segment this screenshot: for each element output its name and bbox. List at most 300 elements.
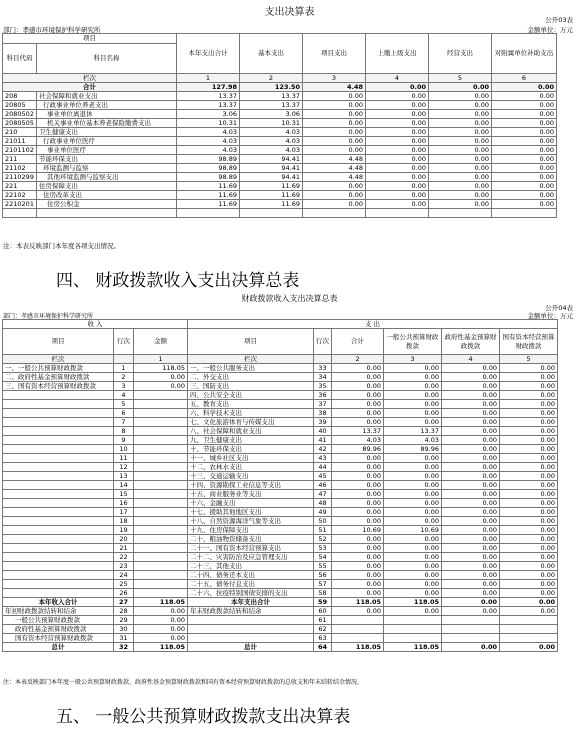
income-item-cell — [3, 508, 114, 517]
expense-line-cell: 42 — [314, 445, 332, 454]
amount-cell: 0.00 — [492, 155, 557, 164]
income-line-cell: 29 — [114, 616, 134, 625]
expense-amount-cell: 0.00 — [442, 508, 500, 517]
income-item-cell: 年初财政拨款结转和结余 — [3, 607, 114, 616]
income-item-cell — [3, 571, 114, 580]
expense-amount-cell: 0.00 — [442, 526, 500, 535]
subject-code-cell: 22102 — [3, 191, 37, 200]
expense-line-cell: 47 — [314, 490, 332, 499]
income-amount-cell — [134, 409, 188, 418]
amount-cell: 0.00 — [429, 200, 492, 209]
table-row — [3, 128, 557, 137]
amount-cell: 0.00 — [492, 119, 557, 128]
subject-code-cell: 2210201 — [3, 200, 37, 209]
amount-cell: 11.69 — [240, 191, 303, 200]
t2-colnum: 2 — [332, 355, 384, 364]
subject-name-cell: 环境监测与监察 — [37, 164, 177, 173]
t2-dept: 部门：孝感市环境保护科学研究所 — [3, 313, 94, 320]
income-line-cell: 5 — [114, 400, 134, 409]
t1-total-cell: 0.00 — [429, 83, 492, 92]
expense-amount-cell: 0.00 — [500, 418, 558, 427]
income-amount-cell: 118.05 — [134, 598, 188, 607]
t2-header-gov: 政府性基金预算财政拨款 — [442, 329, 500, 355]
amount-cell: 4.03 — [177, 146, 240, 155]
income-amount-cell — [134, 580, 188, 589]
table-row — [3, 544, 558, 553]
subject-code-cell: 21011 — [3, 137, 37, 146]
amount-cell: 0.00 — [366, 137, 429, 146]
expense-amount-cell: 0.00 — [384, 490, 442, 499]
amount-cell: 0.00 — [492, 173, 557, 182]
expense-line-cell: 53 — [314, 544, 332, 553]
subject-name-cell: 节能环保支出 — [37, 155, 177, 164]
expense-item-cell: 四、公共安全支出 — [188, 391, 314, 400]
amount-cell: 4.03 — [177, 137, 240, 146]
amount-cell: 0.00 — [366, 164, 429, 173]
t2-header-item: 项目 — [3, 329, 114, 355]
expense-amount-cell: 0.00 — [500, 463, 558, 472]
expense-amount-cell: 0.00 — [500, 427, 558, 436]
income-item-cell — [3, 553, 114, 562]
table-row — [3, 562, 558, 571]
amount-cell: 0.00 — [303, 182, 366, 191]
t1-form-no: 公开03表 — [545, 16, 573, 24]
income-item-cell — [3, 427, 114, 436]
expense-amount-cell: 0.00 — [500, 544, 558, 553]
expense-line-cell: 35 — [314, 382, 332, 391]
expense-line-cell: 60 — [314, 607, 332, 616]
expense-line-cell: 59 — [314, 598, 332, 607]
expense-amount-cell: 0.00 — [384, 400, 442, 409]
t2-colnum: 3 — [384, 355, 442, 364]
expense-amount-cell: 0.00 — [384, 544, 442, 553]
income-item-cell: 国有资本经营预算财政拨款 — [3, 634, 114, 643]
expense-amount-cell: 0.00 — [332, 373, 384, 382]
expense-amount-cell: 0.00 — [332, 463, 384, 472]
income-item-cell — [3, 436, 114, 445]
amount-cell: 0.00 — [366, 92, 429, 101]
expense-amount-cell: 0.00 — [500, 562, 558, 571]
amount-cell: 0.00 — [492, 92, 557, 101]
expense-amount-cell — [332, 625, 384, 634]
table-row — [3, 589, 558, 598]
t2-expense-header: 支 出 — [188, 320, 558, 329]
table-row — [3, 481, 558, 490]
income-amount-cell — [134, 544, 188, 553]
amount-cell: 0.00 — [492, 164, 557, 173]
income-amount-cell — [134, 526, 188, 535]
expense-amount-cell: 4.03 — [384, 436, 442, 445]
expense-amount-cell: 0.00 — [384, 589, 442, 598]
subject-name-cell: 行政事业单位医疗 — [37, 137, 177, 146]
expense-amount-cell: 0.00 — [384, 463, 442, 472]
expense-item-cell: 十、节能环保支出 — [188, 445, 314, 454]
income-item-cell — [3, 400, 114, 409]
expense-line-cell: 61 — [314, 616, 332, 625]
table-row — [3, 137, 557, 146]
income-amount-cell — [134, 481, 188, 490]
expense-amount-cell: 0.00 — [442, 571, 500, 580]
expense-amount-cell: 0.00 — [500, 598, 558, 607]
expense-amount-cell: 0.00 — [442, 463, 500, 472]
income-item-cell — [3, 481, 114, 490]
t2-colnum: 4 — [442, 355, 500, 364]
income-line-cell: 6 — [114, 409, 134, 418]
t1-total-cell: 0.00 — [492, 83, 557, 92]
table-row — [3, 191, 557, 200]
income-amount-cell: 118.05 — [134, 364, 188, 373]
expense-amount-cell — [442, 625, 500, 634]
expense-item-cell: 十八、自然资源海洋气象等支出 — [188, 517, 314, 526]
income-item-cell — [3, 409, 114, 418]
expense-item-cell: 十六、金融支出 — [188, 499, 314, 508]
expense-amount-cell: 0.00 — [500, 436, 558, 445]
expense-amount-cell: 89.96 — [384, 445, 442, 454]
expense-line-cell: 58 — [314, 589, 332, 598]
expense-amount-cell: 0.00 — [500, 364, 558, 373]
expense-amount-cell: 0.00 — [384, 562, 442, 571]
t1-lanci: 栏次 — [3, 74, 177, 83]
subject-name-cell: 社会保障和就业支出 — [37, 92, 177, 101]
expense-item-cell: 六、科学技术支出 — [188, 409, 314, 418]
expense-item-cell: 十七、援助其他地区支出 — [188, 508, 314, 517]
t1-unit: 金额单位：万元 — [527, 26, 573, 34]
subject-code-cell: 2110299 — [3, 173, 37, 182]
amount-cell: 10.31 — [240, 119, 303, 128]
subject-name-cell: 住房公积金 — [37, 200, 177, 209]
income-line-cell: 12 — [114, 463, 134, 472]
expense-amount-cell: 0.00 — [384, 454, 442, 463]
expense-amount-cell: 0.00 — [442, 517, 500, 526]
table-row — [3, 436, 558, 445]
amount-cell: 0.00 — [429, 155, 492, 164]
income-amount-cell — [134, 490, 188, 499]
expense-line-cell: 63 — [314, 634, 332, 643]
income-amount-cell: 0.00 — [134, 634, 188, 643]
t1-header-code: 科目代码 — [3, 44, 37, 74]
income-item-cell: 二、政府性基金预算财政拨款 — [3, 373, 114, 382]
expense-amount-cell: 0.00 — [442, 598, 500, 607]
t2-header-line: 行次 — [114, 329, 134, 355]
expense-amount-cell: 10.69 — [332, 526, 384, 535]
expense-line-cell: 52 — [314, 535, 332, 544]
table-row — [3, 418, 558, 427]
expense-amount-cell: 118.05 — [332, 598, 384, 607]
table-row — [3, 643, 558, 652]
amount-cell: 94.41 — [240, 173, 303, 182]
subject-code-cell: 2080502 — [3, 110, 37, 119]
expense-item-cell: 总计 — [188, 643, 314, 652]
income-amount-cell — [134, 508, 188, 517]
table-row — [3, 101, 557, 110]
section-heading-4: 四、 财政拨款收入支出决算总表 — [56, 271, 300, 291]
income-amount-cell — [134, 463, 188, 472]
subject-code-cell: 221 — [3, 182, 37, 191]
expense-item-cell — [188, 625, 314, 634]
expense-amount-cell — [384, 616, 442, 625]
expense-amount-cell: 0.00 — [384, 580, 442, 589]
expense-amount-cell: 0.00 — [384, 418, 442, 427]
amount-cell: 0.00 — [429, 182, 492, 191]
income-line-cell: 22 — [114, 553, 134, 562]
expense-amount-cell — [384, 634, 442, 643]
income-amount-cell: 0.00 — [134, 616, 188, 625]
expense-amount-cell: 0.00 — [332, 571, 384, 580]
expense-amount-cell: 0.00 — [332, 400, 384, 409]
t2-header-total: 合计 — [332, 329, 384, 355]
amount-cell: 13.37 — [177, 101, 240, 110]
expense-amount-cell: 0.00 — [500, 589, 558, 598]
table-row — [3, 182, 557, 191]
expense-amount-cell: 0.00 — [384, 571, 442, 580]
amount-cell: 0.00 — [429, 191, 492, 200]
expense-line-cell: 55 — [314, 562, 332, 571]
expense-amount-cell: 0.00 — [500, 481, 558, 490]
income-amount-cell — [134, 562, 188, 571]
table-row — [3, 580, 558, 589]
amount-cell: 0.00 — [429, 128, 492, 137]
t1-header-col: 经营支出 — [429, 34, 492, 74]
table-row — [3, 499, 558, 508]
expense-line-cell: 54 — [314, 553, 332, 562]
expense-amount-cell: 0.00 — [384, 364, 442, 373]
amount-cell: 0.00 — [429, 164, 492, 173]
income-line-cell: 17 — [114, 508, 134, 517]
income-line-cell: 2 — [114, 373, 134, 382]
amount-cell: 13.37 — [240, 101, 303, 110]
amount-cell: 4.03 — [177, 128, 240, 137]
expense-amount-cell: 0.00 — [332, 544, 384, 553]
income-item-cell — [3, 418, 114, 427]
expense-amount-cell — [332, 634, 384, 643]
expense-amount-cell: 0.00 — [384, 481, 442, 490]
t1-header-col: 本年支出合计 — [177, 34, 240, 74]
expense-amount-cell: 0.00 — [500, 580, 558, 589]
amount-cell: 11.69 — [177, 182, 240, 191]
expense-amount-cell — [332, 616, 384, 625]
expense-item-cell: 十三、交通运输支出 — [188, 472, 314, 481]
expense-item-cell: 年末财政拨款结转和结余 — [188, 607, 314, 616]
t2-unit: 金额单位：万元 — [527, 312, 573, 320]
expense-line-cell: 41 — [314, 436, 332, 445]
expense-amount-cell: 0.00 — [384, 391, 442, 400]
t1-colnum: 2 — [240, 74, 303, 83]
income-item-cell — [3, 544, 114, 553]
income-line-cell: 16 — [114, 499, 134, 508]
income-line-cell: 14 — [114, 481, 134, 490]
amount-cell: 0.00 — [366, 191, 429, 200]
income-amount-cell — [134, 571, 188, 580]
expense-amount-cell: 0.00 — [384, 373, 442, 382]
table-row — [3, 445, 558, 454]
expense-line-cell: 44 — [314, 463, 332, 472]
income-item-cell — [3, 454, 114, 463]
expense-amount-cell: 0.00 — [332, 499, 384, 508]
t1-total-cell: 123.50 — [240, 83, 303, 92]
table-row — [3, 607, 558, 616]
income-item-cell — [3, 517, 114, 526]
amount-cell: 10.31 — [177, 119, 240, 128]
expense-amount-cell: 0.00 — [332, 490, 384, 499]
expense-amount-cell: 89.96 — [332, 445, 384, 454]
income-line-cell: 26 — [114, 589, 134, 598]
t1-header-col: 基本支出 — [240, 34, 303, 74]
expense-line-cell: 50 — [314, 517, 332, 526]
amount-cell: 94.41 — [240, 164, 303, 173]
t2-note: 注：本表反映部门本年度一般公共预算财政拨款、政府性基金预算财政拨款和国有资本经营预算财政拨款的总收支和年末结转结余情况。 — [3, 679, 364, 686]
expense-amount-cell: 0.00 — [442, 472, 500, 481]
expense-amount-cell: 118.05 — [384, 643, 442, 652]
table-row — [3, 409, 558, 418]
t2-header-gen: 一般公共预算财政拨款 — [384, 329, 442, 355]
table-row — [3, 110, 557, 119]
t1-title: 支出决算表 — [264, 7, 315, 18]
expense-amount-cell: 0.00 — [442, 562, 500, 571]
t2-lanci: 栏次 — [3, 355, 114, 364]
amount-cell: 0.00 — [366, 182, 429, 191]
expense-item-cell: 五、教育支出 — [188, 400, 314, 409]
expense-amount-cell: 0.00 — [500, 526, 558, 535]
expense-amount-cell: 0.00 — [500, 409, 558, 418]
expense-amount-cell: 0.00 — [332, 481, 384, 490]
table-row — [3, 119, 557, 128]
table-row — [3, 508, 558, 517]
expense-item-cell: 二十、粮油物资储备支出 — [188, 535, 314, 544]
income-line-cell: 1 — [114, 364, 134, 373]
expense-amount-cell: 0.00 — [442, 589, 500, 598]
expense-amount-cell: 0.00 — [332, 580, 384, 589]
expense-amount-cell: 0.00 — [384, 409, 442, 418]
expense-item-cell — [188, 634, 314, 643]
expense-line-cell: 49 — [314, 508, 332, 517]
table-row — [3, 517, 558, 526]
table-row — [3, 382, 558, 391]
expense-line-cell: 40 — [314, 427, 332, 436]
expense-item-cell: 三、国防支出 — [188, 382, 314, 391]
amount-cell: 0.00 — [303, 200, 366, 209]
income-item-cell — [3, 580, 114, 589]
income-item-cell — [3, 463, 114, 472]
income-item-cell — [3, 526, 114, 535]
income-item-cell: 三、国有资本经营预算财政拨款 — [3, 382, 114, 391]
amount-cell: 0.00 — [303, 101, 366, 110]
amount-cell: 0.00 — [303, 92, 366, 101]
expenditure-table — [2, 33, 557, 218]
subject-code-cell: 208 — [3, 92, 37, 101]
subject-name-cell: 其他环境监测与监察支出 — [37, 173, 177, 182]
amount-cell: 0.00 — [303, 191, 366, 200]
amount-cell: 0.00 — [429, 119, 492, 128]
t1-total-label: 合计 — [3, 83, 177, 92]
expense-amount-cell — [442, 634, 500, 643]
table-row — [3, 155, 557, 164]
expense-amount-cell: 0.00 — [442, 391, 500, 400]
table-row — [3, 535, 558, 544]
amount-cell: 0.00 — [366, 128, 429, 137]
expense-line-cell: 37 — [314, 400, 332, 409]
expense-amount-cell: 0.00 — [332, 607, 384, 616]
amount-cell: 98.89 — [177, 173, 240, 182]
expense-amount-cell: 0.00 — [442, 454, 500, 463]
income-amount-cell — [134, 553, 188, 562]
income-line-cell: 32 — [114, 643, 134, 652]
income-item-cell — [3, 499, 114, 508]
t2-title: 财政拨款收入支出决算总表 — [241, 294, 338, 303]
expense-amount-cell: 118.05 — [332, 643, 384, 652]
amount-cell: 0.00 — [366, 110, 429, 119]
expense-amount-cell: 0.00 — [500, 553, 558, 562]
amount-cell: 11.69 — [240, 182, 303, 191]
amount-cell: 0.00 — [366, 119, 429, 128]
expense-line-cell: 34 — [314, 373, 332, 382]
expense-amount-cell: 0.00 — [384, 382, 442, 391]
income-item-cell: 本年收入合计 — [3, 598, 114, 607]
amount-cell: 0.00 — [303, 128, 366, 137]
amount-cell: 0.00 — [492, 200, 557, 209]
amount-cell: 0.00 — [429, 146, 492, 155]
expense-amount-cell: 4.03 — [332, 436, 384, 445]
expense-amount-cell: 0.00 — [442, 481, 500, 490]
amount-cell: 4.48 — [303, 173, 366, 182]
amount-cell: 4.03 — [240, 137, 303, 146]
expense-amount-cell: 10.69 — [384, 526, 442, 535]
table-row — [3, 146, 557, 155]
amount-cell: 0.00 — [303, 119, 366, 128]
amount-cell: 94.41 — [240, 155, 303, 164]
amount-cell: 11.69 — [177, 200, 240, 209]
t2-income-header: 收 入 — [3, 320, 188, 329]
amount-cell: 0.00 — [429, 101, 492, 110]
expense-item-cell: 十五、商业服务业等支出 — [188, 490, 314, 499]
expense-amount-cell: 0.00 — [442, 499, 500, 508]
table-row — [3, 92, 557, 101]
amount-cell: 11.69 — [177, 191, 240, 200]
amount-cell: 13.37 — [177, 92, 240, 101]
amount-cell: 0.00 — [429, 110, 492, 119]
expense-amount-cell: 0.00 — [332, 391, 384, 400]
expense-item-cell: 九、卫生健康支出 — [188, 436, 314, 445]
table-row — [3, 427, 558, 436]
income-line-cell: 13 — [114, 472, 134, 481]
expense-item-cell: 二十四、债务还本支出 — [188, 571, 314, 580]
income-amount-cell — [134, 391, 188, 400]
subject-code-cell: 211 — [3, 155, 37, 164]
amount-cell: 0.00 — [492, 101, 557, 110]
amount-cell: 0.00 — [492, 191, 557, 200]
expense-item-cell: 二十一、国有资本经营预算支出 — [188, 544, 314, 553]
amount-cell: 98.89 — [177, 164, 240, 173]
expense-amount-cell: 0.00 — [442, 427, 500, 436]
table-row — [3, 598, 558, 607]
subject-name-cell: 事业单位离退休 — [37, 110, 177, 119]
income-line-cell: 20 — [114, 535, 134, 544]
income-item-cell: 一、一般公共预算财政拨款 — [3, 364, 114, 373]
table-row — [3, 490, 558, 499]
expense-line-cell: 56 — [314, 571, 332, 580]
expense-amount-cell — [442, 616, 500, 625]
amount-cell: 0.00 — [303, 146, 366, 155]
t2-header-state: 国有资本经营预算财政拨款 — [500, 329, 558, 355]
expense-amount-cell: 0.00 — [500, 490, 558, 499]
amount-cell: 0.00 — [429, 92, 492, 101]
table-row — [3, 571, 558, 580]
expense-amount-cell: 0.00 — [332, 517, 384, 526]
expense-line-cell: 64 — [314, 643, 332, 652]
expense-amount-cell: 0.00 — [332, 562, 384, 571]
expense-amount-cell: 0.00 — [384, 607, 442, 616]
expense-amount-cell: 0.00 — [500, 499, 558, 508]
expense-item-cell: 二十五、债务付息支出 — [188, 580, 314, 589]
